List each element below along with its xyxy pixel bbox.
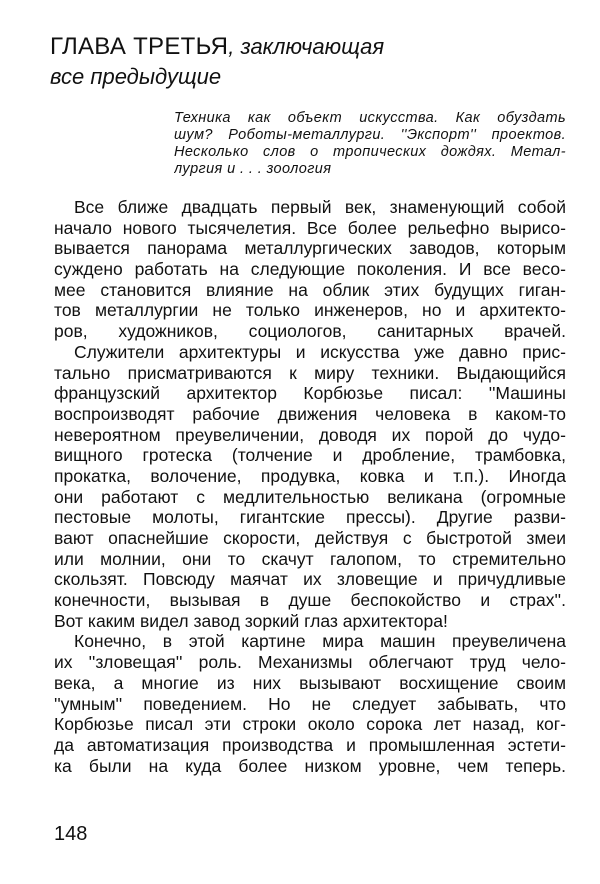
text-line: Служители архитектуры и искусства уже давно прис- — [74, 341, 566, 362]
paragraph — [54, 342, 566, 632]
text-line: или молнии, они то скачут галопом, то стремительно — [54, 548, 566, 569]
text-line: вают опаснейшие скорости, действуя с быстротой змеи — [54, 528, 566, 548]
text-line: вищного гротеска (толчение и дробление, трамбовка, — [54, 445, 566, 466]
text-line: ров, художников, социологов, санитарных врачей. — [54, 321, 566, 342]
text-line: мее становится влияние на облик этих будущих гиган- — [54, 279, 566, 300]
text-line: Вот каким видел завод зоркий глаз архитектора! — [54, 610, 448, 631]
text-line: невероятном преувеличении, доводя их порой до чудо- — [54, 424, 566, 445]
chapter-title-italic-1: , заключающая — [228, 34, 385, 59]
text-line: прокатка, волочение, продувка, ковка и т.п.). Иногда — [54, 465, 566, 486]
text-line: скользят. Повсюду маячат их зловещие и причудливые — [54, 569, 566, 590]
text-line: века, а многие из них вызывают восхищение своим — [54, 672, 566, 693]
text-line: они работают с медлительностью великана (огромные — [54, 486, 566, 507]
text-line: тов металлургии не только инженеров, но и архитекто- — [54, 300, 566, 321]
text-line: вывается панорама металлургических заводов, которым — [54, 238, 566, 259]
text-line: их ''зловещая'' роль. Механизмы облегчают труд чело- — [54, 652, 566, 673]
epigraph-line: Несколько слов о тропических дождях. Метал- — [174, 144, 566, 160]
paragraph — [54, 197, 566, 342]
epigraph-line: шум? Роботы-металлурги. ''Экспорт'' проектов. — [174, 127, 566, 143]
text-line: суждено работать на следующие поколения. И все весо- — [54, 259, 566, 280]
text-line: конечности, вызывая в душе беспокойство и страх''. — [54, 590, 566, 611]
chapter-title — [50, 32, 384, 92]
epigraph-line: Техника как объект искусства. Как обуздать — [174, 110, 566, 126]
text-line: воспроизводят рабочие движения человека в каком-то — [54, 403, 566, 424]
chapter-title-italic-2: все предыдущие — [50, 64, 222, 89]
text-line: ка были на куда более низком уровне, чем теперь. — [54, 755, 566, 776]
text-line: Корбюзье писал эти строки около сорока лет назад, ког- — [54, 714, 566, 735]
text-line: тально присматриваются к миру техники. Выдающийся — [54, 362, 566, 383]
paragraph — [54, 631, 566, 776]
text-line: начало нового тысячелетия. Все более рельефно вырисо- — [54, 217, 566, 238]
text-line: Все ближе двадцать первый век, знаменующий собой — [74, 197, 566, 217]
epigraph — [174, 110, 566, 178]
text-line: да автоматизация производства и промышленная эстети- — [54, 734, 566, 755]
page-number: 148 — [54, 823, 88, 845]
text-line: ''умным'' поведением. Но не следует забывать, что — [54, 693, 566, 714]
text-line: французский архитектор Корбюзье писал: ''Машины — [54, 383, 566, 404]
chapter-title-caps: ГЛАВА ТРЕТЬЯ — [50, 33, 229, 60]
epigraph-line: лургия и . . . зоология — [174, 161, 332, 177]
body-text — [54, 197, 566, 776]
text-line: Конечно, в этой картине мира машин преувеличена — [74, 631, 566, 652]
text-line: пестовые молоты, гигантские прессы). Другие разви- — [54, 507, 566, 528]
